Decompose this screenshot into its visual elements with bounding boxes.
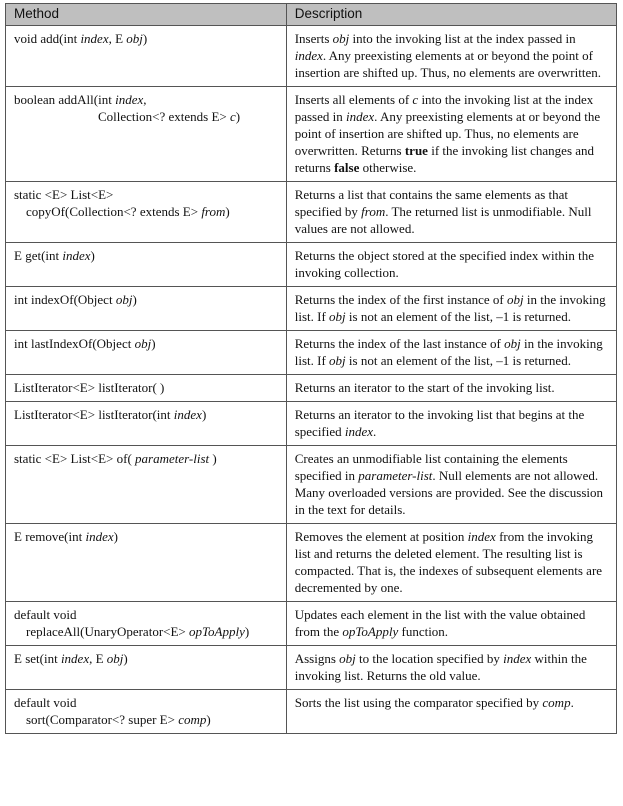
text-run: ) [201,407,207,422]
table-row [6,331,617,375]
method-signature-line [14,606,278,623]
text-run: , [143,92,147,107]
text-run: copyOf(Collection<? extends E> [26,204,202,219]
bold-text-run: false [334,160,360,175]
italic-text-run: index [80,31,109,46]
text-run: boolean addAll(int [14,92,116,107]
method-signature-cell [6,331,287,375]
italic-text-run: index [173,407,202,422]
header-row [6,4,617,26]
text-run: Collection<? extends E> [98,109,230,124]
method-signature-cell [6,402,287,446]
text-run: ) [244,624,250,639]
method-signature-continuation [14,108,278,125]
method-signature-line [14,379,278,396]
text-run: ) [235,109,241,124]
text-run: Creates an unmodifiable list containing the elements specified in [294,451,568,483]
table-row [6,524,617,602]
text-run: ) [132,292,137,307]
table-row [6,87,617,182]
text-run: E remove(int [14,529,86,544]
text-run: . Any preexisting elements at or beyond the point of insertion are shifted up. Thus, no elements are overwritten. Returns [294,109,601,158]
table-row [6,646,617,690]
italic-text-run: index [503,651,532,666]
method-signature-cell [6,26,287,87]
method-description-cell [286,602,616,646]
text-run: ) [113,529,118,544]
text-run: static <E> List<E> [14,187,114,202]
text-run: Sorts the list using the comparator specified by [294,695,543,710]
text-run: Returns the object stored at the specified index within the invoking collection. [294,248,594,280]
text-run: . The returned list is unmodifiable. Null values are not allowed. [294,204,592,236]
method-signature-line [14,335,278,352]
method-signature-line [14,247,278,264]
text-run: ListIterator<E> listIterator( ) [14,380,165,395]
italic-text-run: index [294,48,323,63]
italic-text-run: opToApply [342,624,399,639]
text-run: , E [89,651,107,666]
text-run: Removes the element at position [294,529,468,544]
text-run: ListIterator<E> listIterator(int [14,407,174,422]
method-description-cell [286,402,616,446]
table-row [6,690,617,734]
text-run: Returns the index of the last instance of [294,336,505,351]
italic-text-run: from [201,204,226,219]
text-run: in the invoking list. If [294,336,603,368]
table-row [6,446,617,524]
italic-text-run: from [361,204,386,219]
method-signature-cell [6,646,287,690]
method-signature-line [14,528,278,545]
table-row [6,243,617,287]
italic-text-run: opToApply [189,624,245,639]
text-run: ) [142,31,148,46]
italic-text-run: c [412,92,419,107]
text-run: in the invoking list. If [294,292,606,324]
italic-text-run: obj [504,336,521,351]
text-run: sort(Comparator<? super E> [26,712,179,727]
method-signature-line [14,291,278,308]
italic-text-run: comp [542,695,571,710]
method-signature-line [14,91,278,108]
text-run: within the invoking list. Returns the old value. [294,651,587,683]
text-run: Assigns [294,651,340,666]
italic-text-run: obj [507,292,524,307]
method-signature-continuation [14,711,278,728]
text-run: , E [108,31,127,46]
italic-text-run: comp [178,712,207,727]
text-run: E get(int [14,248,63,263]
method-description-cell [286,182,616,243]
method-signature-cell [6,690,287,734]
italic-text-run: index [60,651,90,666]
table-row [6,375,617,402]
text-run: ) [123,651,128,666]
method-signature-line [14,650,278,667]
text-run: Updates each element in the list with the value obtained from the [294,607,586,639]
text-run: ) [206,712,211,727]
text-run: . Any preexisting elements at or beyond the point of insertion are shifted up. Thus, no elements are overwritten. [294,48,601,80]
method-description-cell [286,26,616,87]
italic-text-run: obj [332,31,350,46]
text-run: into the invoking list at the index passed in [294,92,594,124]
method-description-cell [286,287,616,331]
method-column-header: Method [6,4,287,26]
method-description-cell [286,243,616,287]
italic-text-run: index [467,529,496,544]
method-signature-line [14,694,278,711]
method-signature-cell [6,446,287,524]
text-run: Inserts all elements of [294,92,413,107]
table-row [6,182,617,243]
italic-text-run: obj [329,309,346,324]
table-row [6,402,617,446]
text-run: otherwise. [359,160,417,175]
text-run: is not an element of the list, –1 is returned. [345,353,571,368]
method-signature-line [14,186,278,203]
text-run: int lastIndexOf(Object [14,336,135,351]
method-signature-line [14,450,278,467]
method-signature-cell [6,524,287,602]
method-description-cell [286,375,616,402]
text-run: . Null elements are not allowed. Many overloaded versions are provided. See the discussion in the text for details. [294,468,604,517]
description-column-header: Description [286,4,616,26]
text-run: if the invoking list changes and returns [294,143,595,175]
methods-table [5,3,617,734]
text-run: to the location specified by [355,651,504,666]
text-run: default void [14,607,77,622]
italic-text-run: index [85,529,114,544]
italic-text-run: index [115,92,144,107]
method-signature-cell [6,375,287,402]
italic-text-run: obj [329,353,346,368]
text-run: ) [90,248,95,263]
method-signature-cell [6,602,287,646]
text-run: ) [151,336,156,351]
italic-text-run: index [344,424,374,439]
table-row [6,26,617,87]
method-signature-cell [6,87,287,182]
text-run: void add(int [14,31,81,46]
text-run: Returns an iterator to the invoking list that begins at the specified [294,407,585,439]
italic-text-run: c [230,109,236,124]
italic-text-run: obj [134,336,152,351]
method-signature-continuation [14,203,278,220]
method-description-cell [286,690,616,734]
text-run: ) [209,451,217,466]
italic-text-run: obj [339,651,356,666]
italic-text-run: obj [126,31,143,46]
text-run: Returns a list that contains the same elements as that specified by [294,187,569,219]
italic-text-run: parameter-list [358,468,433,483]
italic-text-run: parameter-list [135,451,210,466]
text-run: Returns the index of the first instance of [294,292,507,307]
text-run: ) [225,204,230,219]
text-run: replaceAll(UnaryOperator<E> [26,624,190,639]
method-signature-cell [6,287,287,331]
text-run: int indexOf(Object [14,292,116,307]
text-run: into the invoking list at the index passed in [349,31,576,46]
method-signature-line [14,406,278,423]
table-header [6,4,617,26]
table-row [6,602,617,646]
text-run: Inserts [294,31,333,46]
method-description-cell [286,446,616,524]
text-run: E set(int [14,651,61,666]
method-description-cell [286,646,616,690]
method-description-cell [286,87,616,182]
text-run: default void [14,695,77,710]
method-description-cell [286,524,616,602]
text-run: . [373,424,377,439]
italic-text-run: obj [115,292,133,307]
bold-text-run: true [404,143,428,158]
text-run: function. [398,624,449,639]
text-run: Returns an iterator to the start of the invoking list. [294,380,555,395]
method-description-cell [286,331,616,375]
text-run: static <E> List<E> of( [14,451,136,466]
italic-text-run: index [62,248,91,263]
italic-text-run: obj [106,651,124,666]
table-body [6,26,617,734]
text-run: from the invoking list and returns the deleted element. The resulting list is compacted. That is, the indexes of subsequent elements are decremented by one. [294,529,603,595]
method-signature-cell [6,243,287,287]
table-row [6,287,617,331]
method-signature-continuation [14,623,278,640]
text-run: . [570,695,574,710]
method-signature-line [14,30,278,47]
italic-text-run: index [346,109,375,124]
method-signature-cell [6,182,287,243]
text-run: is not an element of the list, –1 is returned. [345,309,571,324]
